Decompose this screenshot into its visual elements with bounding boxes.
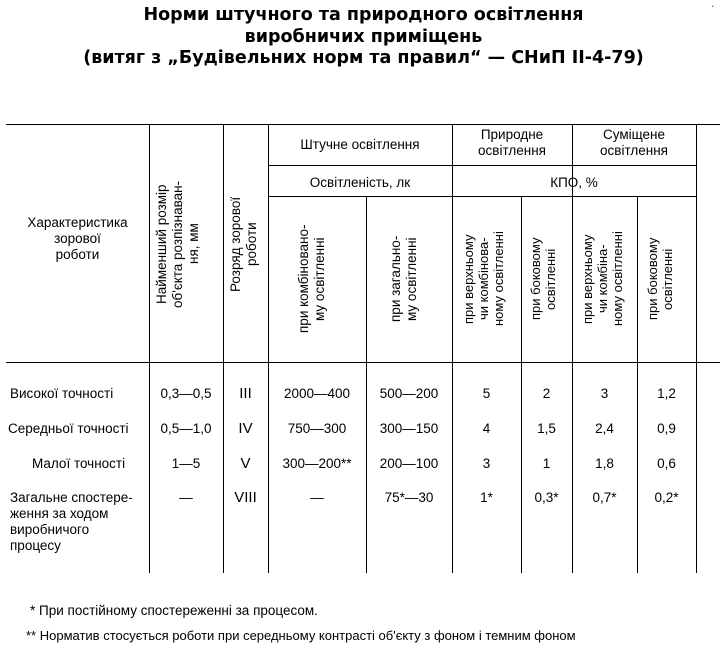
cell-nat-side: 0,3* [534,490,559,505]
cell-art-general: 75*—30 [384,490,434,505]
kpo-divider [452,165,696,166]
column-divider-9 [696,124,697,573]
cell-comb-top: 1,8 [595,456,614,471]
header-characteristic: Характеристика зорової роботи [27,215,128,262]
title-line-2: виробничих приміщень [244,26,483,47]
column-divider-4 [366,196,367,573]
cell-nat-top: 3 [482,456,491,471]
cell-category: V [240,455,251,472]
row-label: Загальне спостере- ження за ходом виробничого процесу [10,490,133,553]
footnote-single-asterisk: * При постійному спостереженні за процесом. [30,603,318,618]
header-work-category: Розряд зорової роботи [228,196,259,292]
column-divider-8 [637,196,638,573]
header-bottom-border [6,362,720,363]
corner-mark: · [711,0,715,13]
header-art-general: при загально- му освітленні [388,235,419,323]
table-top-border [6,124,720,125]
cell-comb-side: 0,6 [657,456,676,471]
table-title [0,5,727,70]
header-combined-lighting: Суміщене освітлення [600,127,668,158]
header-combined-side: при боковому освітленні [645,237,675,321]
cell-nat-side: 2 [542,386,551,401]
column-divider-6 [521,196,522,573]
title-line-3: (витяг з „Будівельних норм та правил“ — СНиП II-4-79) [83,48,644,68]
cell-size: 0,3—0,5 [160,386,212,401]
cell-comb-side: 0,9 [657,421,676,436]
header-combined-top: при верхньому чи комбіна- ному освітленні [580,231,625,327]
header-illuminance: Освітленість, лк [309,175,411,190]
header-natural-lighting: Природне освітлення [478,127,546,158]
cell-size: — [179,490,193,505]
cell-nat-side: 1 [542,456,551,471]
cell-size: 1—5 [171,456,201,471]
cell-art-combined: — [310,490,324,505]
cell-nat-top: 4 [482,421,491,436]
cell-art-combined: 2000—400 [283,386,351,401]
cell-art-general: 200—100 [379,456,439,471]
cell-comb-side: 0,2* [654,490,679,505]
cell-art-combined: 750—300 [287,421,347,436]
header-artificial-lighting: Штучне освітлення [300,137,420,152]
header-natural-top: при верхньому чи комбінова- ному освітленні [461,231,506,327]
cell-category: VIII [234,489,257,506]
header-natural-side: при боковому освітленні [528,237,558,321]
cell-art-combined: 300—200** [282,456,352,471]
row-label: Високої точності [10,386,114,401]
header-min-size: Найменший розмір об'єкта розпізнаван- ня, мм [154,180,201,308]
title-line-1: Норми штучного та природного освітлення [143,5,584,25]
subheader-divider [268,196,696,197]
cell-comb-top: 3 [600,386,609,401]
cell-size: 0,5—1,0 [160,421,212,436]
cell-comb-top: 0,7* [592,490,617,505]
cell-art-general: 500—200 [379,386,439,401]
cell-nat-top: 1* [480,490,493,505]
cell-nat-side: 1,5 [537,421,556,436]
footnote-double-asterisk: ** Норматив стосується роботи при середньому контрасті об'єкту з фоном і темним фоном [26,628,576,643]
row-label: Малої точності [32,456,126,471]
illuminance-divider [268,165,452,166]
cell-category: III [239,385,252,402]
header-kpo: КПО, % [550,175,598,190]
row-label: Середньої точності [8,421,129,436]
cell-comb-top: 2,4 [595,421,614,436]
cell-category: IV [238,420,253,437]
cell-comb-side: 1,2 [657,386,676,401]
cell-art-general: 300—150 [379,421,439,436]
header-art-combined: при комбіновано- му освітленні [296,224,327,334]
cell-nat-top: 5 [482,386,491,401]
